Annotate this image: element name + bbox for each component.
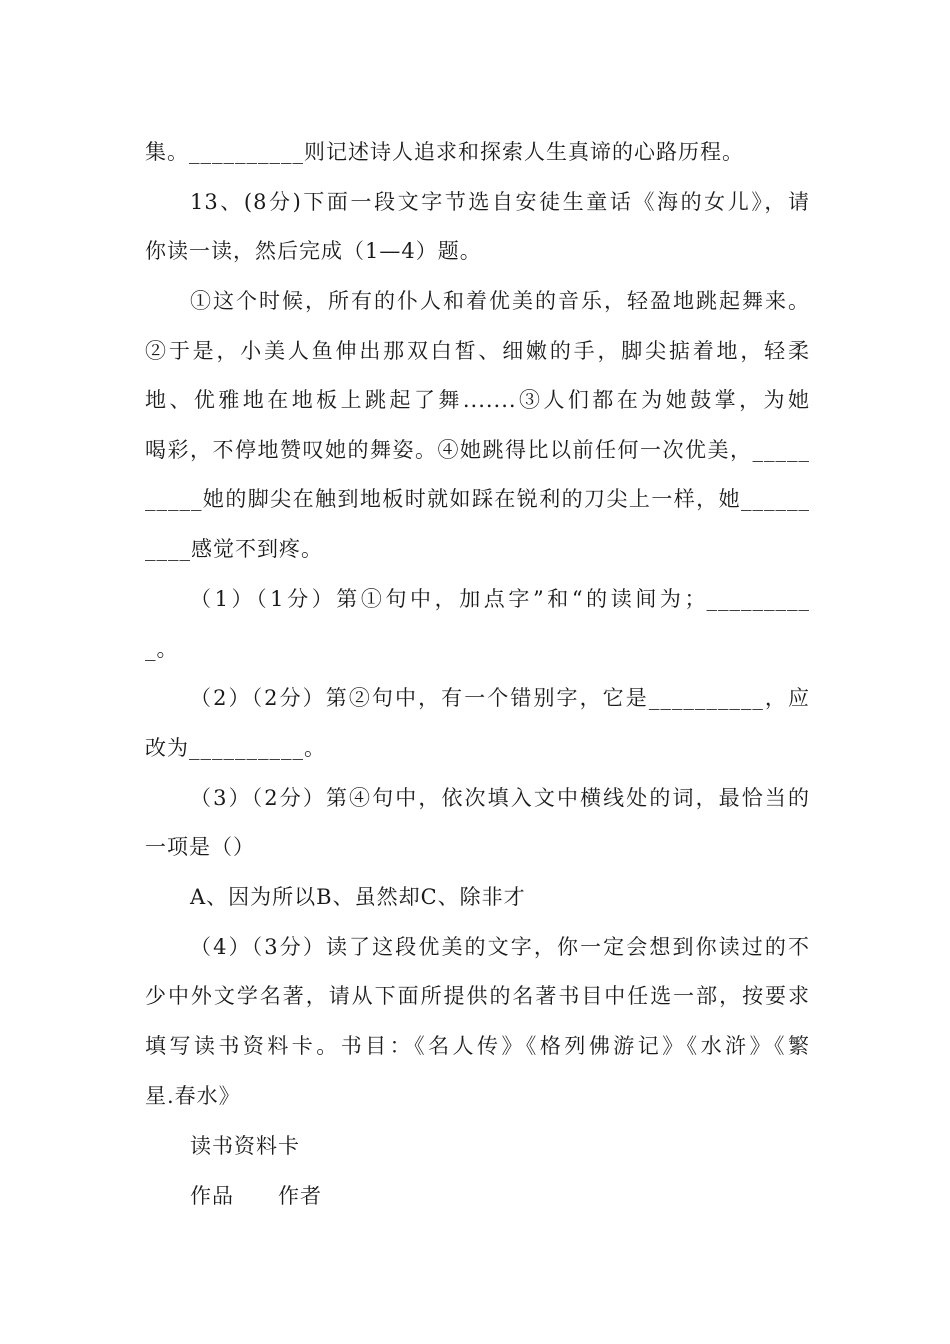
sub-question-3-cont: 一项是（） — [145, 835, 255, 859]
passage-line-5: _____她的脚尖在触到地板时就如踩在锐利的刀尖上一样，她______ — [145, 487, 810, 511]
passage-line-2: ②于是，小美人鱼伸出那双白皙、细嫩的手，脚尖掂着地，轻柔 — [145, 339, 810, 363]
sub-question-2: （2）（2分）第②句中，有一个错别字，它是__________，应 — [190, 686, 810, 710]
reading-card-title: 读书资料卡 — [190, 1134, 300, 1158]
sub-question-4-cont-1: 少中外文学名著，请从下面所提供的名著书目中任选一部，按要求 — [145, 984, 810, 1008]
sub-question-4-cont-2: 填写读书资料卡。书目：《名人传》《格列佛游记》《水浒》《繁 — [145, 1034, 810, 1058]
sub-question-3-options: A、因为所以B、虽然却C、除非才 — [190, 885, 526, 909]
reading-card-fields: 作品 作者 — [190, 1184, 322, 1208]
text-line-1: 集。__________则记述诗人追求和探索人生真谛的心路历程。 — [145, 140, 744, 164]
passage-line-6: ____感觉不到疼。 — [145, 537, 323, 561]
passage-line-4: 喝彩，不停地赞叹她的舞姿。④她跳得比以前任何一次优美，_____ — [145, 438, 810, 462]
sub-question-3: （3）（2分）第④句中，依次填入文中横线处的词，最恰当的 — [190, 786, 810, 810]
sub-question-1-cont: _。 — [145, 637, 179, 661]
sub-question-4: （4）（3分）读了这段优美的文字，你一定会想到你读过的不 — [190, 935, 810, 959]
passage-line-1: ①这个时候，所有的仆人和着优美的音乐，轻盈地跳起舞来。 — [190, 289, 810, 313]
sub-question-1: （1）（1分）第①句中，加点字”和“的读间为；_________ — [190, 587, 810, 611]
question-13-instruction: 你读一读，然后完成（1—4）题。 — [145, 239, 482, 263]
sub-question-2-cont: 改为__________。 — [145, 736, 326, 760]
passage-line-3: 地、优雅地在地板上跳起了舞.......③人们都在为她鼓掌，为她 — [145, 388, 810, 412]
sub-question-4-cont-3: 星.春水》 — [145, 1084, 241, 1108]
question-13-heading: 13、(8分)下面一段文字节选自安徒生童话《海的女儿》，请 — [190, 190, 810, 214]
